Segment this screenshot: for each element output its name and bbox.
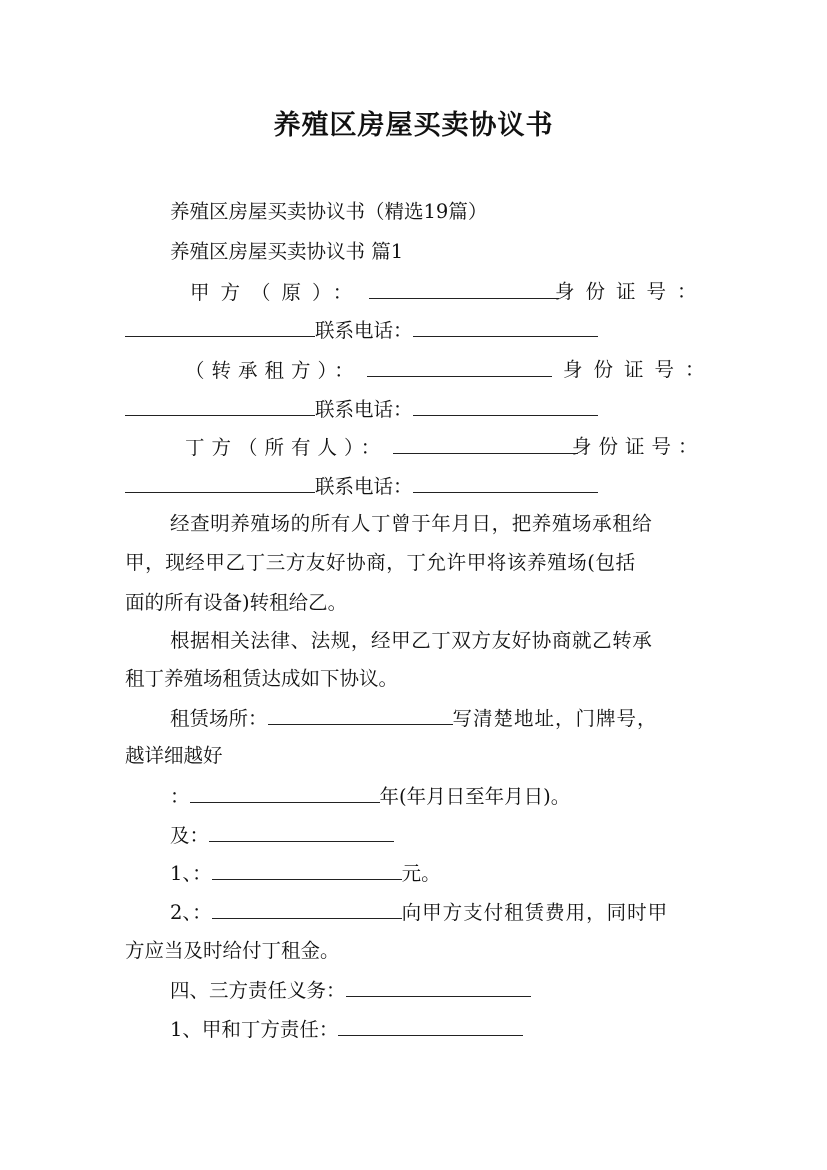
party-b-id-blank <box>125 397 315 416</box>
lease-site-row <box>170 706 658 731</box>
party-b-id-label: 身份证号： <box>563 358 716 381</box>
party-d-row <box>185 435 578 460</box>
document-title: 养殖区房屋买卖协议书 <box>273 110 554 141</box>
and-row <box>170 823 394 848</box>
party-d-label: 丁方（所有人）： <box>185 436 388 459</box>
item-1-row <box>170 861 441 886</box>
party-a-row <box>190 280 559 305</box>
party-d-phone-label: 联系电话： <box>315 475 413 498</box>
party-b-label: （转承租方）： <box>185 359 361 382</box>
item-1-blank <box>212 861 402 880</box>
item-2-row <box>170 900 668 925</box>
duty-1-row <box>170 1017 523 1042</box>
lease-site-blank <box>268 706 453 725</box>
and-blank <box>209 823 394 842</box>
party-b-phone-blank <box>413 397 598 416</box>
party-a-id-label-wrap <box>555 280 708 304</box>
party-b-blank <box>367 358 552 377</box>
duty-1-label: 1、甲和丁方责任： <box>170 1018 339 1041</box>
item-2-blank <box>212 900 402 919</box>
paragraph-1-line-1: 经查明养殖场的所有人丁曾于年月日，把养殖场承租给 <box>170 512 653 535</box>
item-2-suffix: 向甲方支付租赁费用，同时甲 <box>401 901 669 924</box>
party-a-blank <box>369 280 559 299</box>
party-d-id-label-wrap <box>572 435 705 459</box>
party-a-phone-label: 联系电话： <box>315 319 413 342</box>
article-heading: 养殖区房屋买卖协议书 篇1 <box>170 240 404 263</box>
party-a-label: 甲方（原）： <box>190 281 364 304</box>
party-a-phone-blank <box>413 318 598 337</box>
party-b-row <box>185 358 552 383</box>
party-a-phone-row <box>125 318 598 343</box>
paragraph-1-line-2: 甲，现经甲乙丁三方友好协商，丁允许甲将该养殖场(包括 <box>125 551 636 574</box>
lease-site-label: 租赁场所： <box>170 707 268 730</box>
term-suffix: 年(年月日至年月日)。 <box>379 785 571 808</box>
party-d-id-blank <box>125 474 315 493</box>
paragraph-1-line-3: 面的所有设备)转租给乙。 <box>125 591 348 614</box>
party-b-phone-row <box>125 397 598 422</box>
party-b-phone-label: 联系电话： <box>315 398 413 421</box>
paragraph-2-line-1: 根据相关法律、法规，经甲乙丁双方友好协商就乙转承 <box>170 629 653 652</box>
item-2-label: 2、： <box>170 901 212 924</box>
section-4-label: 四、三方责任义务： <box>170 979 346 1002</box>
party-d-phone-row <box>125 474 598 499</box>
item-1-label: 1、： <box>170 862 212 885</box>
party-d-phone-blank <box>413 474 598 493</box>
and-label: 及： <box>170 824 210 847</box>
term-row <box>170 784 570 809</box>
term-prefix: ： <box>170 785 190 808</box>
party-b-id-label-wrap <box>563 358 716 382</box>
paragraph-2-line-2: 租丁养殖场租赁达成如下协议。 <box>125 667 399 690</box>
party-a-id-blank <box>125 318 315 337</box>
party-d-id-label: 身份证号： <box>572 435 705 458</box>
item-2-line-2: 方应当及时给付丁租金。 <box>125 939 340 962</box>
lease-site-note-2: 越详细越好 <box>125 744 223 767</box>
term-blank <box>190 784 380 803</box>
party-a-id-label: 身份证号： <box>555 280 708 303</box>
subtitle: 养殖区房屋买卖协议书（精选19篇） <box>170 200 488 223</box>
item-1-suffix: 元。 <box>401 862 441 885</box>
section-4-row <box>170 978 531 1003</box>
duty-1-blank <box>338 1017 523 1036</box>
section-4-blank <box>346 978 531 997</box>
party-d-blank <box>393 435 578 454</box>
lease-site-note: 写清楚地址，门牌号， <box>452 707 658 730</box>
